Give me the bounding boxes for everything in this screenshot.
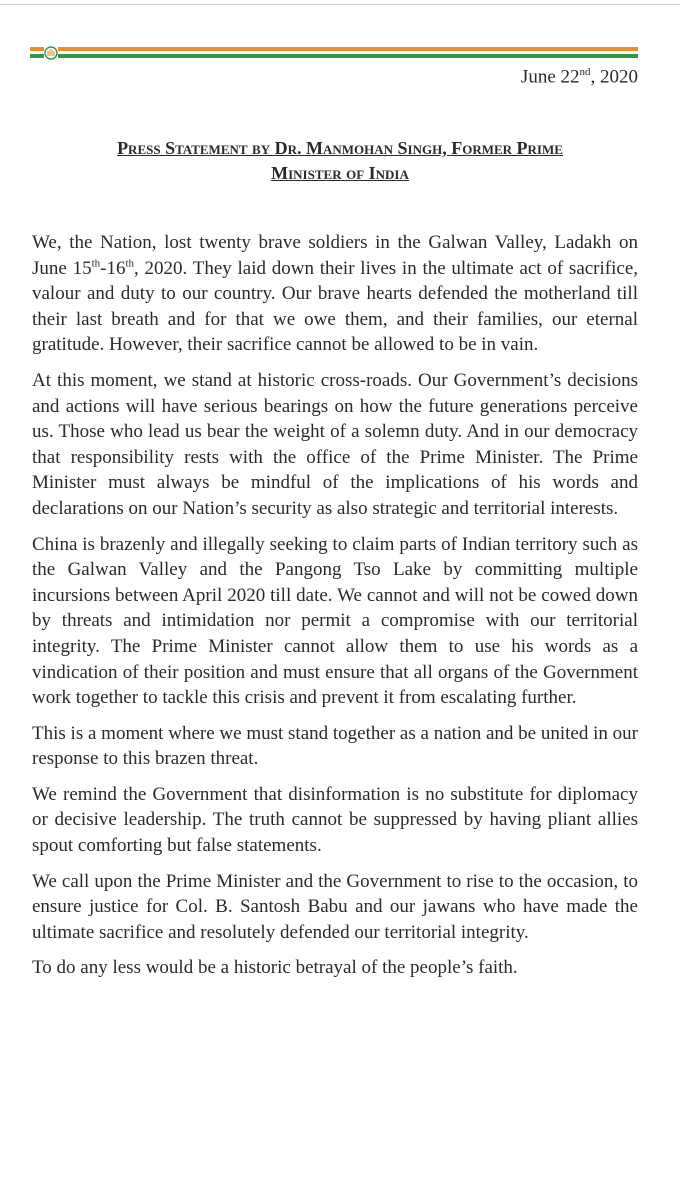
statement-title (40, 136, 640, 186)
party-hand-emblem-icon (30, 44, 60, 62)
paragraph-1: We, the Nation, lost twenty brave soldiers in the Galwan Valley, Ladakh on June 15th-16th, 2020. They laid down their lives in the ultimate act of sacrifice, valour and duty to our country. Our brave hearts defended the motherland till their last breath and for that we owe them, and their families, our eternal gratitude. However, their sacrifice cannot be allowed to be in vain. (32, 232, 639, 356)
paragraph-2: At this moment, we stand at historic cross-roads. Our Government’s decisions and actions will have serious bearings on how the future generations perceive us. Those who lead us bear the weight of a solemn duty. And in our democracy that responsibility rests with the office of the Prime Minister. The Prime Minister must always be mindful of the implications of his words and declarations on our Nation’s security as also strategic and territorial interests. (32, 369, 638, 519)
paragraph-6: We call upon the Prime Minister and the Government to rise to the occasion, to ensure justice for Col. B. Santosh Babu and our jawans who have made the ultimate sacrifice and resolutely defended our territorial integrity. (32, 870, 638, 943)
top-divider (0, 4, 680, 5)
title-line-1: Press Statement by Dr. Manmohan Singh, Former Prime (117, 138, 563, 158)
paragraph-4: This is a moment where we must stand together as a nation and be united in our response to this brazen threat. (32, 722, 638, 770)
paragraph-3: China is brazenly and illegally seeking to claim parts of Indian territory such as the Galwan Valley and the Pangong Tso Lake by committing multiple incursions between April 2020 till date. We cannot and will not be cowed down by threats and intimidation nor permit a compromise with our territorial integrity. The Prime Minister cannot allow them to use his words as a vindication of their position and must ensure that all organs of the Government work together to tackle this crisis and prevent it from escalating further. (32, 533, 638, 709)
paragraph-7: To do any less would be a historic betrayal of the people’s faith. (32, 957, 518, 979)
paragraph-5: We remind the Government that disinformation is no substitute for diplomacy or decisive leadership. The truth cannot be suppressed by having pliant allies spout comforting but false statements. (32, 783, 638, 857)
green-stripe (30, 54, 638, 58)
letterhead-tricolor-band (30, 44, 638, 62)
statement-body (32, 230, 638, 991)
title-line-2: Minister of India (271, 163, 409, 183)
statement-date: June 22nd, 2020 (520, 66, 638, 88)
